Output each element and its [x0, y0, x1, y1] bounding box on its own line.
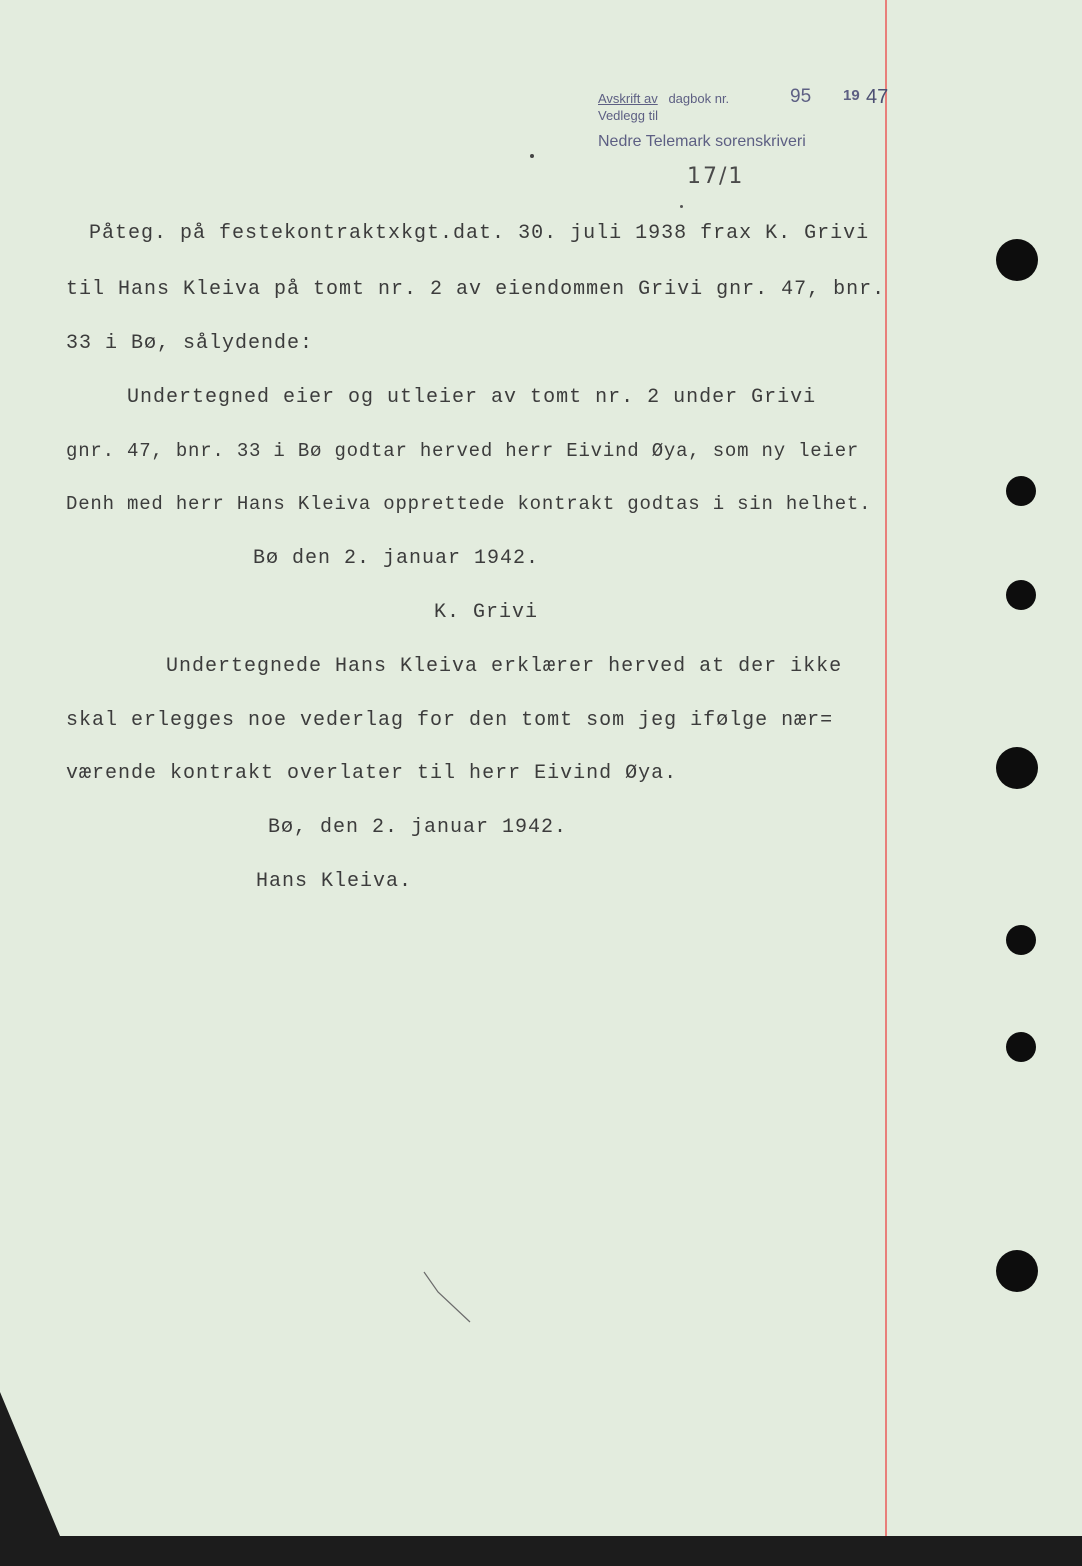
stamp-date: 17/1 — [687, 164, 745, 189]
text-line: Bø den 2. januar 1942. — [253, 547, 540, 570]
stamp-office: Nedre Telemark sorenskriveri — [598, 133, 806, 150]
punch-hole — [1006, 925, 1036, 955]
text-line: Undertegnede Hans Kleiva erklærer herved at der ikke — [166, 655, 843, 678]
text-line: værende kontrakt overlater til herr Eivind Øya. — [66, 762, 678, 785]
text-line: 33 i Bø, sålydende: — [66, 332, 314, 355]
stamp-year-written: 47 — [866, 86, 889, 108]
punch-hole — [1006, 580, 1036, 610]
stamp-avskrift: Avskrift av — [598, 91, 658, 106]
stamp-vedlegg: Vedlegg til — [598, 108, 658, 123]
text-line: Undertegned eier og utleier av tomt nr. 2 under Grivi — [127, 386, 817, 409]
pencil-mark — [418, 1268, 478, 1328]
signature-typed: K. Grivi — [434, 601, 539, 624]
ink-dot — [530, 154, 534, 158]
text-line: Påteg. på festekontraktxkgt.dat. 30. juli 1938 frax K. Grivi — [89, 222, 870, 245]
punch-hole — [1006, 1032, 1036, 1062]
text-line: skal erlegges noe vederlag for den tomt som jeg ifølge nær= — [66, 709, 834, 732]
text-line: Bø, den 2. januar 1942. — [268, 816, 568, 839]
page-corner-shadow — [0, 1392, 60, 1536]
signature-typed: Hans Kleiva. — [256, 870, 413, 893]
stamp-year-printed: 19 — [843, 87, 860, 104]
punch-hole — [996, 1250, 1038, 1292]
punch-hole — [1006, 476, 1036, 506]
text-line: gnr. 47, bnr. 33 i Bø godtar herved herr Eivind Øya, som ny leier — [66, 440, 860, 462]
margin-rule — [885, 0, 887, 1536]
punch-hole — [996, 747, 1038, 789]
stamp-number: 95 — [790, 86, 812, 107]
ink-dot — [680, 205, 683, 208]
text-line: til Hans Kleiva på tomt nr. 2 av eiendommen Grivi gnr. 47, bnr. — [66, 278, 886, 301]
stamp-dagbok: dagbok nr. — [668, 91, 730, 106]
text-line: Denh med herr Hans Kleiva opprettede kontrakt godtas i sin helhet. — [66, 493, 872, 515]
punch-hole — [996, 239, 1038, 281]
